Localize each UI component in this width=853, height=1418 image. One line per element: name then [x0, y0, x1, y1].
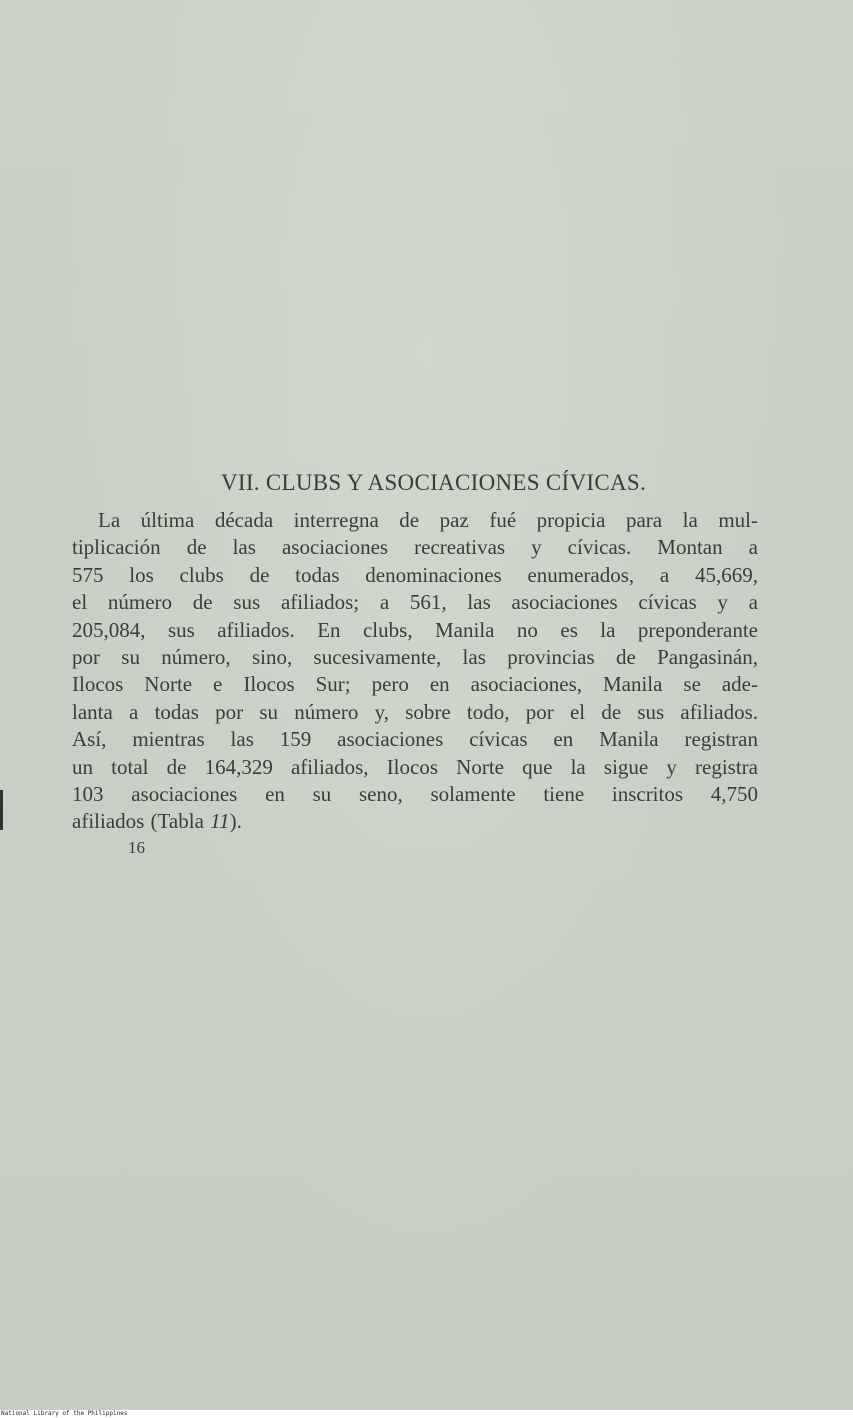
- last-line-suffix: ).: [229, 809, 242, 834]
- paragraph-line: La última década interregna de paz fué propicia para la mul-: [98, 508, 758, 532]
- table-reference: 11: [210, 809, 230, 834]
- paragraph-line: 103 asociaciones en su seno, solamente tiene inscritos 4,750: [72, 781, 758, 806]
- paragraph-last-line: [72, 808, 758, 835]
- paragraph-line: 205,084, sus afiliados. En clubs, Manila no es la preponderante: [72, 617, 758, 642]
- paragraph-line: lanta a todas por su número y, sobre todo, por el de sus afiliados.: [72, 699, 758, 724]
- last-line-prefix: afiliados (Tabla: [72, 809, 211, 834]
- paragraph-line: tiplicación de las asociaciones recreativas y cívicas. Montan a: [72, 535, 758, 560]
- page-number: 16: [128, 838, 145, 857]
- paragraph-line: un total de 164,329 afiliados, Ilocos Norte que la sigue y registra: [72, 754, 758, 779]
- paragraph-line: Ilocos Norte e Ilocos Sur; pero en asociaciones, Manila se ade-: [72, 672, 758, 697]
- library-credit: National Library of the Philippines: [1, 1410, 128, 1417]
- paragraph-line: por su número, sino, sucesivamente, las provincias de Pangasinán,: [72, 644, 758, 669]
- body-paragraph: [72, 507, 758, 836]
- paragraph-line: 575 los clubs de todas denominaciones enumerados, a 45,669,: [72, 562, 758, 587]
- paragraph-line: Así, mientras las 159 asociaciones cívicas en Manila registran: [72, 727, 758, 752]
- paragraph-line: el número de sus afiliados; a 561, las asociaciones cívicas y a: [72, 590, 758, 615]
- scan-edge-mark: [0, 790, 3, 830]
- section-title: VII. CLUBS Y ASOCIACIONES CÍVICAS.: [220, 470, 647, 495]
